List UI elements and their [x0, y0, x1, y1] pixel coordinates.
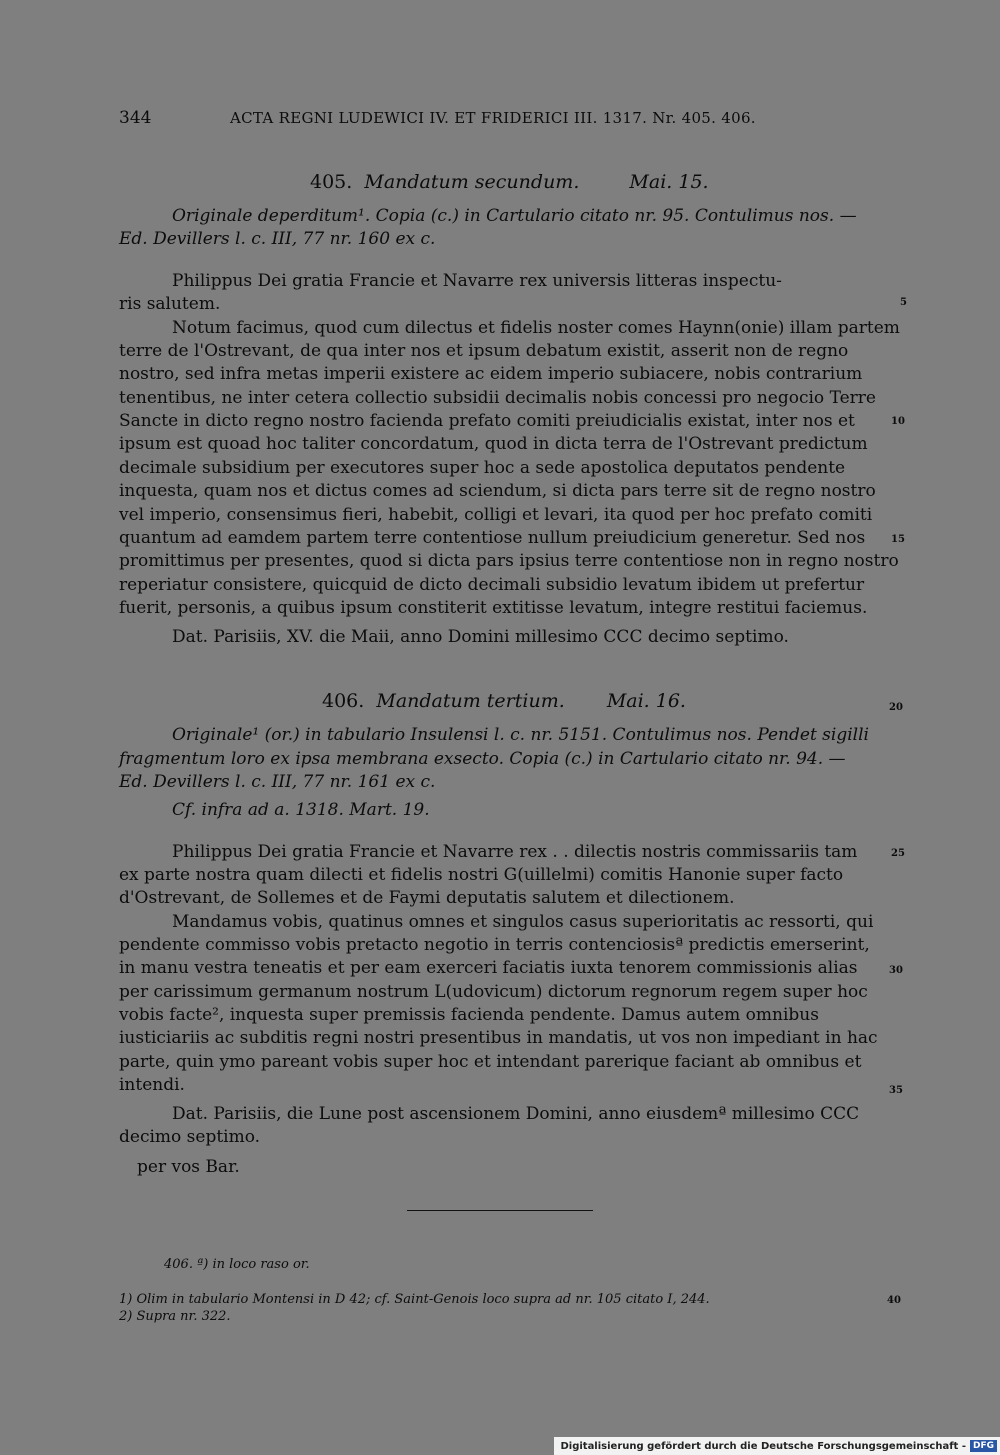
doc-406-cross-reference: Cf. infra ad a. 1318. Mart. 19.: [172, 800, 430, 820]
doc-406-number: 406.: [322, 690, 365, 712]
footnote-separator: [407, 1210, 593, 1211]
margin-line-number: 10: [891, 416, 905, 427]
margin-line-number: 30: [889, 965, 903, 976]
doc-405-date: Mai. 15.: [629, 171, 709, 193]
doc-405-number: 405.: [310, 171, 353, 193]
doc-405-text-line: Sancte in dicto regno nostro facienda prefato comiti preiudicialis existat, inter nos et: [119, 411, 855, 431]
doc-405-text-line: quantum ad eamdem partem terre contentiose nullum preiudicium generetur. Sed nos: [119, 528, 866, 548]
doc-406-text-line: Mandamus vobis, quatinus omnes et singulos casus superioritatis ac ressorti, qui: [172, 912, 874, 932]
doc-406-dating: Dat. Parisiis, die Lune post ascensionem Domini, anno eiusdemª millesimo CCC: [172, 1104, 860, 1124]
doc-405-text-line: promittimus per presentes, quod si dicta pars ipsius terre contentiose non in regno nostro: [119, 551, 899, 571]
running-title: ACTA REGNI LUDEWICI IV. ET FRIDERICI III. 1317. Nr. 405. 406.: [230, 109, 756, 127]
doc-406-text-line: in manu vestra teneatis et per eam exerceri faciatis iuxta tenorem commissionis alias: [119, 958, 858, 978]
doc-405-text-line: inquesta, quam nos et dictus comes ad sciendum, si dicta pars terre sit de regno nostro: [119, 481, 876, 501]
doc-405-text-line: ipsum est quoad hoc taliter concordatum, quod in dicta terra de l'Ostrevant predictum: [119, 434, 868, 454]
doc-405-text-line: vel imperio, consensimus fieri, habebit, colligi et levari, ita quod per hoc prefato comiti: [119, 505, 873, 525]
doc-406-date: Mai. 16.: [606, 690, 686, 712]
digitization-credit: [554, 1437, 1000, 1455]
doc-406-source-line: fragmentum loro ex ipsa membrana exsecto. Copia (c.) in Cartulario citato nr. 94. —: [119, 749, 846, 769]
doc-406-text-line: per carissimum germanum nostrum L(udovicum) dictorum regnorum regem super hoc: [119, 982, 868, 1002]
doc-405-text-line: fuerit, personis, a quibus ipsum constiterit extitisse levatum, integre restitui faciemus.: [119, 598, 868, 618]
doc-406-text-line: Philippus Dei gratia Francie et Navarre rex . . dilectis nostris commissariis tam: [172, 842, 858, 862]
doc-406-source-line: Ed. Devillers l. c. III, 77 nr. 161 ex c.: [119, 772, 436, 792]
doc-406-text-line: pendente commisso vobis pretacto negotio in terris contenciosisª predictis emerserint,: [119, 935, 870, 955]
doc-406-text-line: iusticiariis ac subditis regni nostri presentibus in mandatis, ut vos non impediant in hac: [119, 1028, 878, 1048]
margin-line-number: 5: [900, 297, 907, 308]
footnote-variant: 406. ª) in loco raso or.: [164, 1257, 310, 1272]
doc-405-text-line: Notum facimus, quod cum dilectus et fidelis noster comes Haynn(onie) illam partem: [172, 318, 900, 338]
margin-line-number: 20: [889, 702, 903, 713]
doc-406-source-line: Originale¹ (or.) in tabulario Insulensi l. c. nr. 5151. Contulimus nos. Pendet sigilli: [172, 725, 869, 745]
doc-406-title: Mandatum tertium.: [376, 690, 565, 712]
credit-text: Digitalisierung gefördert durch die Deutsche Forschungsgemeinschaft -: [560, 1440, 966, 1452]
doc-405-text-line: terre de l'Ostrevant, de qua inter nos et ipsum debatum existit, asserit non de regno: [119, 341, 849, 361]
doc-406-text-line: d'Ostrevant, de Sollemes et de Faymi deputatis salutem et dilectionem.: [119, 888, 735, 908]
doc-405-dating: Dat. Parisiis, XV. die Maii, anno Domini millesimo CCC decimo septimo.: [172, 627, 789, 647]
doc-406-dating: decimo septimo.: [119, 1127, 261, 1147]
doc-405-text-line: nostro, sed infra metas imperii existere ac eidem imperio subiacere, nobis contrarium: [119, 364, 863, 384]
doc-406-chancery-note: per vos Bar.: [137, 1157, 240, 1177]
doc-406-text-line: intendi.: [119, 1075, 185, 1095]
doc-405-text-line: ris salutem.: [119, 294, 221, 314]
doc-406-text-line: parte, quin ymo pareant vobis super hoc et intendant parerique faciant ab omnibus et: [119, 1052, 862, 1072]
doc-406-text-line: vobis facte², inquesta super premissis facienda pendente. Damus autem omnibus: [119, 1005, 819, 1025]
doc-405-heading: [310, 171, 709, 193]
footnote: 2) Supra nr. 322.: [119, 1309, 231, 1324]
doc-406-text-line: ex parte nostra quam dilecti et fidelis nostri G(uillelmi) comitis Hanonie super facto: [119, 865, 844, 885]
doc-405-text-line: reperiatur consistere, quicquid de dicto decimali subsidio levatum ibidem ut prefertur: [119, 575, 865, 595]
margin-line-number: 40: [887, 1295, 901, 1306]
doc-405-source-line: Ed. Devillers l. c. III, 77 nr. 160 ex c.: [119, 229, 436, 249]
margin-line-number: 35: [889, 1085, 903, 1096]
doc-405-source-line: Originale deperditum¹. Copia (c.) in Cartulario citato nr. 95. Contulimus nos. —: [172, 206, 857, 226]
dfg-logo: DFG: [970, 1440, 997, 1452]
margin-line-number: 15: [891, 534, 905, 545]
doc-405-text-line: tenentibus, ne inter cetera collectio subsidii decimalis nobis concessi pro negocio Terre: [119, 388, 876, 408]
doc-405-text-line: Philippus Dei gratia Francie et Navarre rex universis litteras inspectu-: [172, 271, 782, 291]
doc-405-text-line: decimale subsidium per executores super hoc a sede apostolica deputatos pendente: [119, 458, 846, 478]
doc-406-heading: [322, 690, 686, 712]
footnote: 1) Olim in tabulario Montensi in D 42; cf. Saint-Genois loco supra ad nr. 105 citato I, 244.: [119, 1292, 710, 1307]
doc-405-title: Mandatum secundum.: [364, 171, 580, 193]
margin-line-number: 25: [891, 848, 905, 859]
page-number: 344: [119, 108, 152, 128]
